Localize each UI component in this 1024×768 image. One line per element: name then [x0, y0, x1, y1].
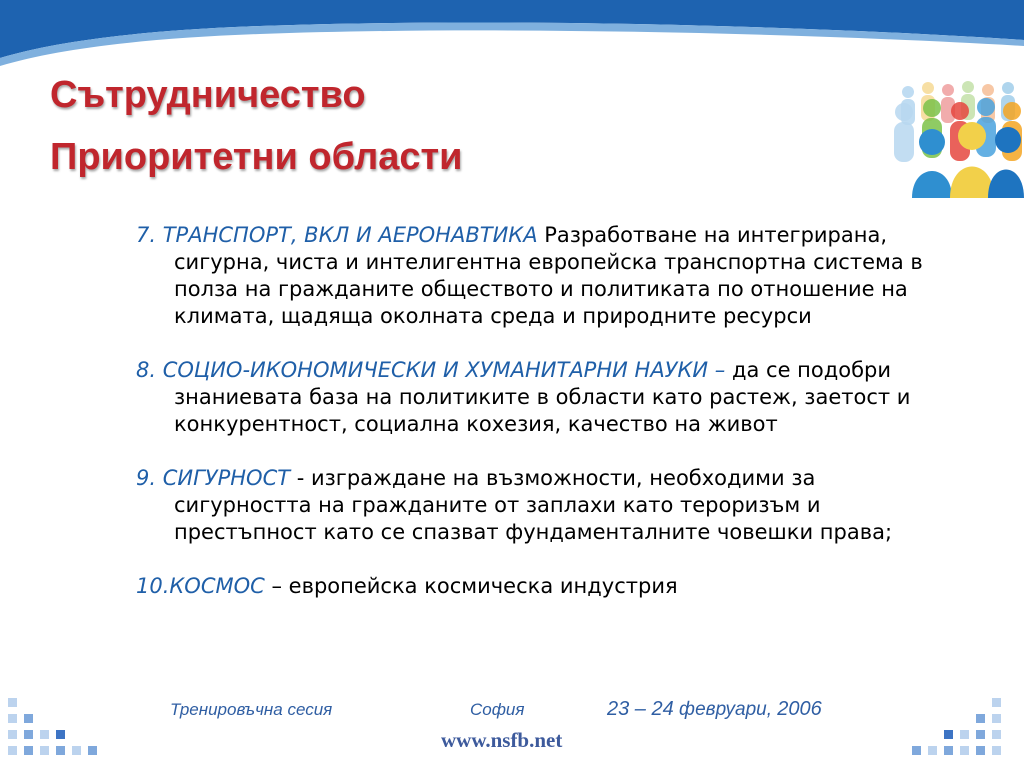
item-heading: 8. СОЦИО-ИКОНОМИЧЕСКИ И ХУМАНИТАРНИ НАУКИ – — [136, 358, 726, 382]
footer-date-year: 2006 — [777, 698, 822, 720]
item-heading: 10.КОСМОС — [136, 574, 265, 598]
priority-list — [136, 222, 956, 600]
item-text: да се подобри знаниевата база на политиките в области като растеж, заетост и конкурентност, социална кохезия, качество на живот — [174, 358, 911, 436]
item-heading: 7. ТРАНСПОРТ, ВКЛ И АЕРОНАВТИКА — [136, 223, 538, 247]
item-text: - изграждане на възможности, необходими за сигурността на гражданите от заплахи като тероризъм и престъпност като се спазват фундаменталните човешки права; — [174, 466, 893, 544]
people-group-icon — [888, 78, 1024, 198]
footer-session: Тренировъчна сесия — [170, 700, 333, 719]
item-text: – европейска космическа индустрия — [264, 574, 678, 598]
slide-title: Сътрудничество — [50, 74, 366, 116]
footer-url[interactable]: www.nsfb.net — [441, 728, 563, 752]
footer-date-days: 23 – 24 — [607, 698, 674, 720]
footer-dots-left — [8, 698, 108, 768]
item-text: Разработване на интегрирана, сигурна, чиста и интелигентна европейска транспортна система в полза на гражданите обществото и политиката по отношение на климата, щадяща околната среда и природните ресурси — [174, 223, 923, 328]
footer-date-month: февруари, — [673, 699, 778, 720]
header-banner — [0, 0, 1024, 80]
slide-subtitle: Приоритетни области — [50, 136, 463, 178]
list-item — [136, 465, 956, 546]
item-heading: 9. СИГУРНОСТ — [136, 466, 291, 490]
list-item — [136, 222, 956, 330]
footer-dots-right — [912, 698, 1012, 768]
footer-city: София — [470, 700, 525, 719]
footer — [0, 690, 1024, 768]
footer-date — [607, 698, 822, 721]
list-item — [136, 357, 956, 438]
list-item — [136, 573, 956, 600]
